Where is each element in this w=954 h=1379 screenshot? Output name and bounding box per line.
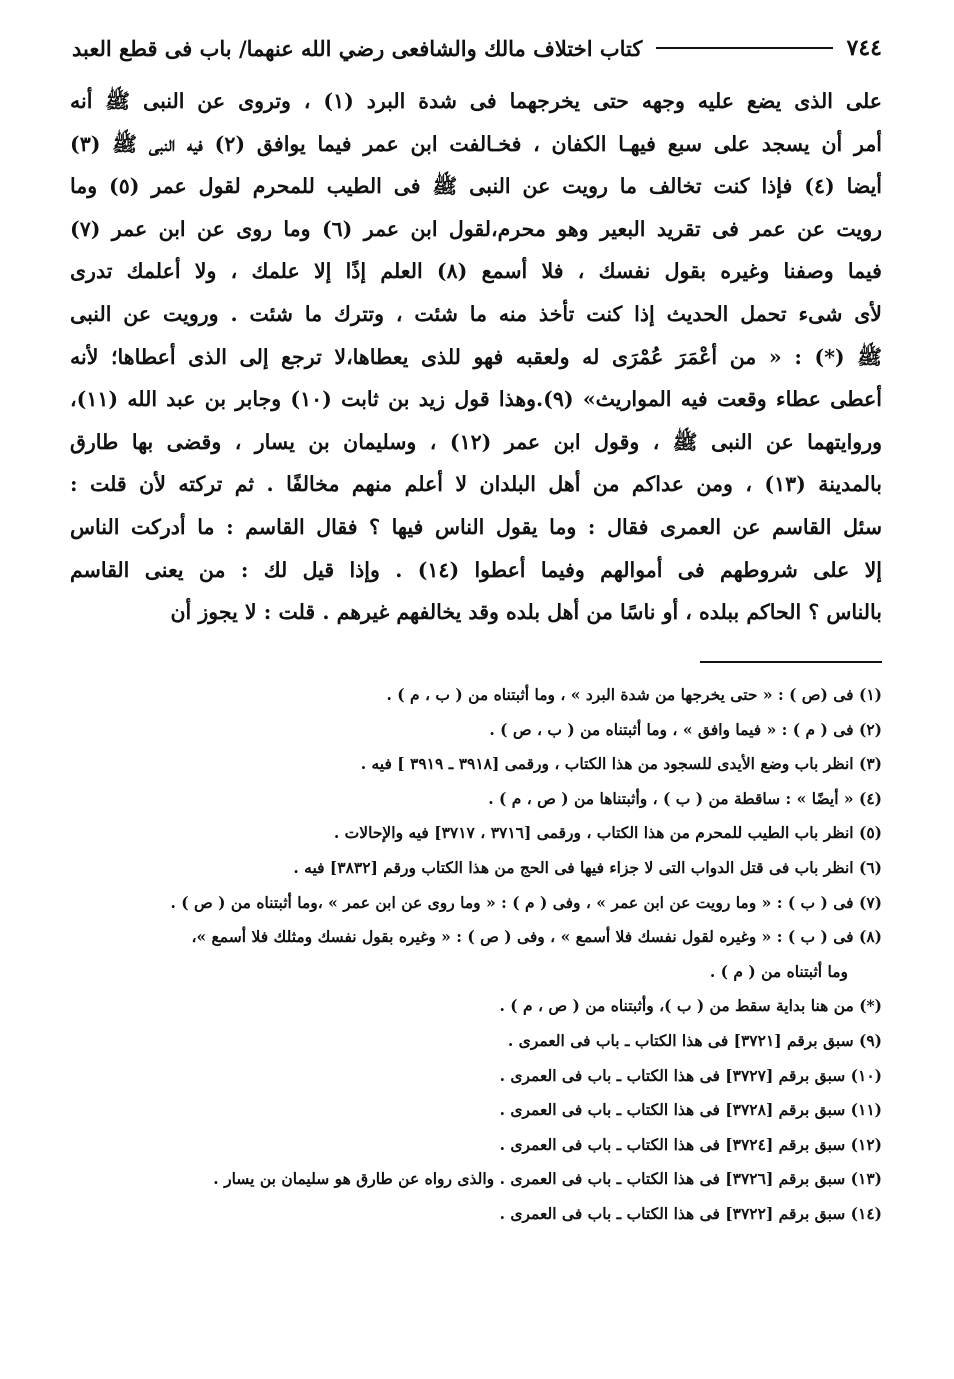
text-line: وروايتهما عن النبى ﷺ ، وقول ابن عمر (١٢) ، وسليمان بن يسار ، وقضى بها طارق [70,429,882,454]
footnote: (٧) فى ( ب ) : « وما رويت عن ابن عمر » ، وفى ( م ) : « وما روى عن ابن عمر » ،وما أثبتناه من ( ص ) . [170,892,882,912]
footnote: (٦) انظر باب فى قتل الدواب التى لا جزاء فيها فى الحج من هذا الكتاب ورقم [٣٨٣٢] فيه . [293,857,882,877]
footnote: (٢) فى ( م ) : « فيما وافق » ، وما أثبتناه من ( ب ، ص ) . [489,719,882,739]
text-line: رويت عن عمر فى تقريد البعير وهو محرم،لقول ابن عمر (٦) وما روى عن ابن عمر (٧) [70,216,882,241]
footnote-continuation: وما أثبتناه من ( م ) . [709,961,848,981]
footnote: (١١) سبق برقم [٣٧٢٨] فى هذا الكتاب ـ باب فى العمرى . [499,1100,882,1120]
footnote: (١٣) سبق برقم [٣٧٢٦] فى هذا الكتاب ـ باب فى العمرى . والذى رواه عن طارق هو سليمان بن يسار . [213,1169,882,1189]
text-line: بالمدينة (١٣) ، ومن عداكم من أهل البلدان لا أعلم منهم مخالفًا . ثم تركته لأن قلت : [70,472,882,497]
footnote-separator [700,661,882,663]
text-line: أيضا (٤) فإذا كنت تخالف ما رويت عن النبى ﷺ فى الطيب للمحرم لقول عمر (٥) وما [70,174,882,199]
footnote: (١٤) سبق برقم [٣٧٢٢] فى هذا الكتاب ـ باب فى العمرى . [499,1203,882,1223]
footnote: (١) فى (ص ) : « حتى يخرجها من شدة البرد » ، وما أثبتناه من ( ب ، م ) . [386,685,882,704]
footnote: (١٠) سبق برقم [٣٧٢٧] فى هذا الكتاب ـ باب فى العمرى . [499,1065,882,1085]
text-line: سئل القاسم عن العمرى فقال : وما يقول الناس فيها ؟ فقال القاسم : ما أدركت الناس [70,514,882,539]
page-number: ٧٤٤ [846,35,882,61]
main-text [70,80,882,634]
header-rule [656,47,832,49]
footnote: (١٢) سبق برقم [٣٧٢٤] فى هذا الكتاب ـ باب فى العمرى . [499,1134,882,1154]
footnote: (٨) فى ( ب ) : « وغيره لقول نفسك فلا أسمع » ، وفى ( ص ) : « وغيره بقول نفسك ومثلك فلا أسمع »، [191,927,882,947]
footnotes [70,678,882,1232]
text-line: فيما وصفنا وغيره بقول نفسك ، فلا أسمع (٨) العلم إذًا إلا علمك ، ولا أعلمك تدرى [70,259,882,284]
text-line: ﷺ (*) : « من أعْمَرَ عُمْرَى له ولعقبه فهو للذى يعطاها،لا ترجع إلى الذى أعطاها؛ لأنه [70,344,882,369]
footnote: (٥) انظر باب الطيب للمحرم من هذا الكتاب ، ورقمى [٣٧١٦ ، ٣٧١٧] فيه والإحالات . [333,823,882,843]
text-line: إلا على شروطهم فى أموالهم وفيما أعطوا (١٤) . وإذا قيل لك : من يعنى القاسم [70,557,882,582]
text-line: أمر أن يسجد على سبع فيهـا الكفان ، فخـالفت ابن عمر فيما يوافق (٢) فيه النبى ﷺ (٣) [70,131,882,156]
footnote: (٣) انظر باب وضع الأيدى للسجود من هذا الكتاب ، ورقمى [٣٩١٨ ـ ٣٩١٩ ] فيه . [360,754,882,774]
text-line: على الذى يضع عليه وجهه حتى يخرجهما فى شدة البرد (١) ، وتروى عن النبى ﷺ أنه [70,89,882,113]
running-title: كتاب اختلاف مالك والشافعى رضي الله عنهما/ باب فى قطع العبد [72,35,643,61]
text-line: بالناس ؟ الحاكم ببلده ، أو ناسًا من أهل بلده وقد يخالفهم غيرهم . قلت : لا يجوز أن [170,600,882,625]
page-header [72,30,882,66]
text-line: أعطى عطاء وقعت فيه المواريث» (٩).وهذا قول زيد بن ثابت (١٠) وجابر بن عبد الله (١١)، [70,387,882,412]
footnote: (٤) « أيضًا » : ساقطة من ( ب ) ، وأثبتناها من ( ص ، م ) . [488,788,882,808]
footnote: (٩) سبق برقم [٣٧٢١] فى هذا الكتاب ـ باب فى العمرى . [507,1030,882,1050]
text-line: لأى شىء تحمل الحديث إذا كنت تأخذ منه ما شئت ، وتترك ما شئت . ورويت عن النبى [70,301,882,326]
footnote: (*) من هنا بداية سقط من ( ب )، وأثبتناه من ( ص ، م ) . [499,996,882,1016]
